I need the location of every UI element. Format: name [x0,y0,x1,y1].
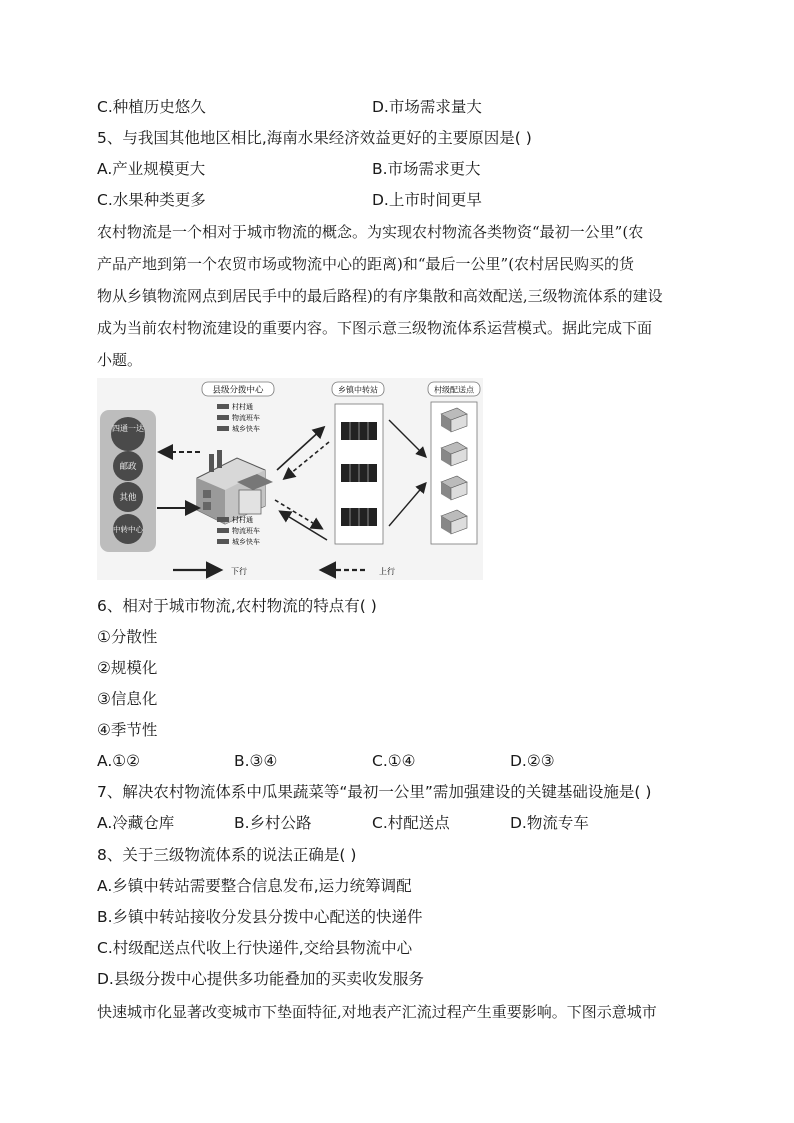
channel-label: 中转中心 [113,525,143,534]
q8-stem: 8、关于三级物流体系的说法正确是( ) [97,846,357,864]
logistics-diagram [97,378,483,580]
town-station-icon [341,422,377,440]
q6-item-4: ④季节性 [97,721,158,739]
q5-stem: 5、与我国其他地区相比,海南水果经济效益更好的主要原因是( ) [97,129,532,147]
q7-stem: 7、解决农村物流体系中瓜果蔬菜等“最初一公里”需加强建设的关键基础设施是( ) [97,783,652,801]
q6-item-1: ①分散性 [97,628,158,646]
q6-option-b: B.③④ [234,752,278,770]
q7-option-a: A.冷藏仓库 [97,814,175,832]
q6-stem: 6、相对于城市物流,农村物流的特点有( ) [97,597,377,615]
town-station-icon [341,464,377,482]
vehicle-label: 村村通 [232,403,253,411]
q4-option-c: C.种植历史悠久 [97,98,206,116]
passage-line: 农村物流是一个相对于城市物流的概念。为实现农村物流各类物资“最初一公里”(农 [97,223,644,241]
passage-line: 小题。 [97,351,143,369]
vehicle-label: 村村通 [232,516,253,524]
header-county: 县级分拨中心 [212,385,264,396]
channel-postal [113,451,143,481]
q6-item-2: ②规模化 [97,659,158,677]
header-town: 乡镇中转站 [338,385,378,395]
q8-option-b: B.乡镇中转站接收分发县分拨中心配送的快递件 [97,908,423,926]
q7-option-b: B.乡村公路 [234,814,312,832]
passage-urbanization: 快速城市化显著改变城市下垫面特征,对地表产汇流过程产生重要影响。下图示意城市 [97,1003,657,1021]
town-station-icon [341,508,377,526]
legend-up-label: 上行 [379,567,395,576]
q6-item-3: ③信息化 [97,690,158,708]
passage-line: 成为当前农村物流建设的重要内容。下图示意三级物流体系运营模式。据此完成下面 [97,319,653,337]
q5-option-d: D.上市时间更早 [372,191,482,209]
legend-down-label: 下行 [231,567,247,576]
q6-option-d: D.②③ [510,752,555,770]
q4-option-d: D.市场需求量大 [372,98,482,116]
q5-option-a: A.产业规模更大 [97,160,206,178]
q8-option-a: A.乡镇中转站需要整合信息发布,运力统筹调配 [97,877,412,895]
q6-option-a: A.①② [97,752,141,770]
channel-si-tong-yi-da [111,417,145,451]
q8-option-d: D.县级分拨中心提供多功能叠加的买卖收发服务 [97,970,424,988]
vehicle-label: 物流班车 [232,527,260,535]
channel-label: 四通一达 [112,424,144,433]
q5-option-b: B.市场需求更大 [372,160,481,178]
header-village: 村级配送点 [434,385,474,395]
q5-option-c: C.水果种类更多 [97,191,206,209]
passage-line: 物从乡镇物流网点到居民手中的最后路程)的有序集散和高效配送,三级物流体系的建设 [97,287,663,305]
q8-option-c: C.村级配送点代收上行快递件,交给县物流中心 [97,939,413,957]
vehicle-label: 城乡快车 [232,425,260,433]
channel-label: 其他 [119,493,137,503]
vehicle-label: 物流班车 [232,414,260,422]
q7-option-d: D.物流专车 [510,814,589,832]
q6-option-c: C.①④ [372,752,416,770]
passage-line: 产品产地到第一个农贸市场或物流中心的距离)和“最后一公里”(农村居民购买的货 [97,255,635,273]
channel-label: 邮政 [119,462,137,472]
q7-option-c: C.村配送点 [372,814,450,832]
vehicle-label: 城乡快车 [232,538,260,546]
passage-rural-logistics [97,216,697,376]
channel-other [113,482,143,512]
